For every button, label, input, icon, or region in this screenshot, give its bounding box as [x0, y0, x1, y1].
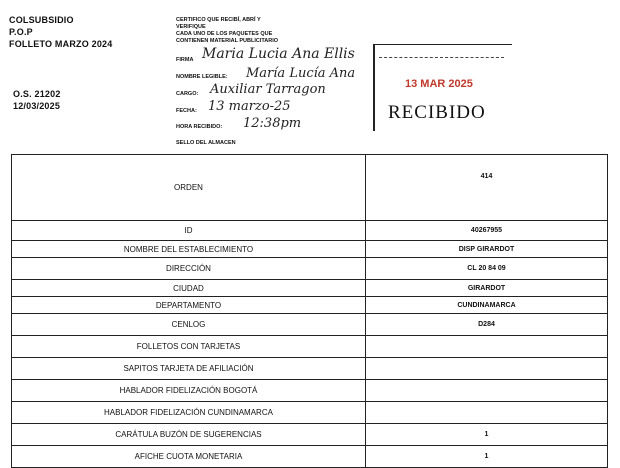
stamp-text: RECIBIDO — [388, 102, 486, 123]
row-label: CIUDAD — [12, 280, 366, 297]
certificate-line: CONTIENEN MATERIAL PUBLICITARIO — [176, 38, 279, 44]
table-row — [12, 221, 608, 241]
stamp-divider — [379, 57, 504, 58]
hora-label: HORA RECIBIDO: — [176, 124, 223, 130]
table-row — [12, 280, 608, 297]
row-label: SAPITOS TARJETA DE AFILIACIÓN — [12, 358, 366, 380]
row-value: DISP GIRARDOT — [366, 241, 608, 258]
row-value: D284 — [366, 314, 608, 336]
pop-label: P.O.P — [9, 27, 33, 37]
folleto-label: FOLLETO MARZO 2024 — [9, 39, 113, 49]
os-number: O.S. 21202 — [13, 89, 61, 99]
certificate-line: CADA UNO DE LOS PAQUETES QUE — [176, 31, 273, 37]
firma-value: Maria Lucia Ana Ellis — [202, 46, 355, 62]
hora-value: 12:38pm — [243, 116, 302, 131]
nombre-label: NOMBRE LEGIBLE: — [176, 74, 228, 80]
row-label: FOLLETOS CON TARJETAS — [12, 336, 366, 358]
header-block — [9, 14, 112, 50]
table-row — [12, 258, 608, 280]
table-row — [12, 380, 608, 402]
table-row — [12, 297, 608, 314]
table-row — [12, 358, 608, 380]
certificate-line: VERIFIQUE — [176, 24, 206, 30]
table-row — [12, 336, 608, 358]
row-label: HABLADOR FIDELIZACIÓN BOGOTÁ — [12, 380, 366, 402]
table-row — [12, 402, 608, 424]
cargo-value: Auxiliar Tarragon — [210, 82, 326, 97]
order-info — [13, 88, 61, 112]
table-row — [12, 446, 608, 468]
row-value — [366, 336, 608, 358]
fecha-value: 13 marzo-25 — [208, 99, 291, 114]
row-value — [366, 380, 608, 402]
row-label: HABLADOR FIDELIZACIÓN CUNDINAMARCA — [12, 402, 366, 424]
row-value: CL 20 84 09 — [366, 258, 608, 280]
row-value: 1 — [366, 424, 608, 446]
row-value — [366, 358, 608, 380]
certificate-line: CERTIFICO QUE RECIBÍ, ABRÍ Y — [176, 17, 261, 23]
table-row — [12, 314, 608, 336]
header-date: 12/03/2025 — [13, 101, 61, 111]
row-label: DIRECCIÓN — [12, 258, 366, 280]
row-label: ORDEN — [12, 155, 366, 221]
order-table — [11, 154, 608, 468]
row-label: NOMBRE DEL ESTABLECIMIENTO — [12, 241, 366, 258]
table-row — [12, 155, 608, 221]
row-label: CARÁTULA BUZÓN DE SUGERENCIAS — [12, 424, 366, 446]
row-value: 414 — [366, 155, 608, 221]
company-name: COLSUBSIDIO — [9, 15, 74, 25]
row-label: ID — [12, 221, 366, 241]
certificate-text — [176, 17, 278, 45]
row-value: 1 — [366, 446, 608, 468]
row-value: CUNDINAMARCA — [366, 297, 608, 314]
row-value: GIRARDOT — [366, 280, 608, 297]
fecha-label: FECHA: — [176, 108, 197, 114]
firma-label: FIRMA — [176, 57, 194, 63]
row-label: DEPARTAMENTO — [12, 297, 366, 314]
sello-label: SELLO DEL ALMACEN — [176, 140, 236, 146]
table-row — [12, 241, 608, 258]
stamp-date: 13 MAR 2025 — [405, 78, 473, 90]
nombre-value: María Lucía Ana — [246, 66, 356, 81]
table-row — [12, 424, 608, 446]
cargo-label: CARGO: — [176, 91, 199, 97]
row-value: 40267955 — [366, 221, 608, 241]
row-label: CENLOG — [12, 314, 366, 336]
row-label: AFICHE CUOTA MONETARIA — [12, 446, 366, 468]
row-value — [366, 402, 608, 424]
